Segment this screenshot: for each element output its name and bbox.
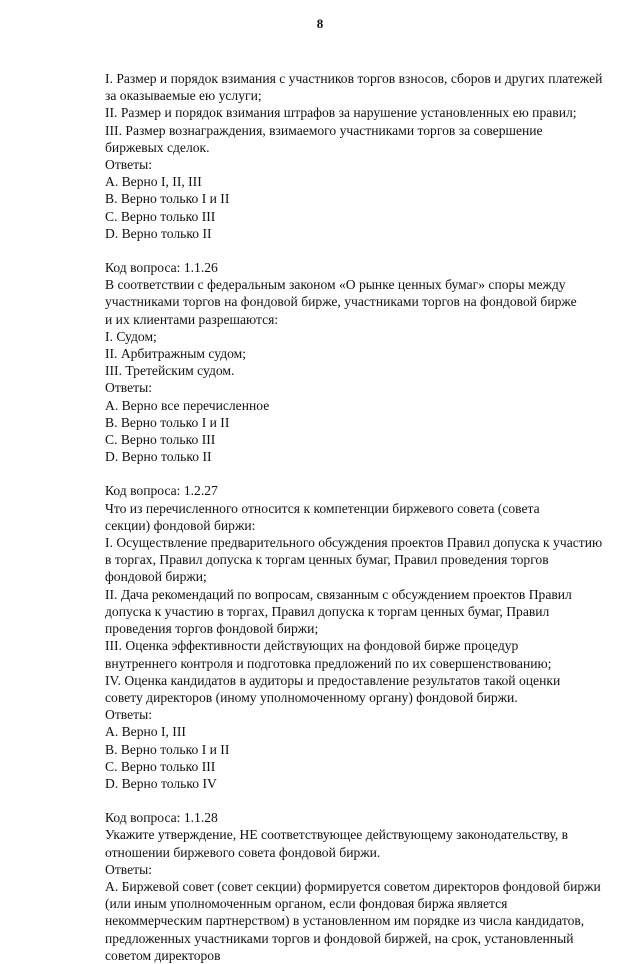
- option-ii: II. Дача рекомендаций по вопросам, связанным с обсуждением проектов Правил допуска к участию в торгах, Правил допуска к торгам ценных бумаг, Правил проведения торгов фондовой биржи;: [105, 586, 572, 637]
- answer-c: C. Верно только III: [105, 758, 216, 774]
- question-1-1-28: [105, 809, 605, 964]
- page-number: 8: [316, 16, 324, 31]
- option-iii: III. Оценка эффективности действующих на фондовой бирже процедур внутреннего контроля и подготовка предложений по их совершенствованию;: [105, 638, 552, 671]
- question-1-2-27: [105, 482, 605, 792]
- answer-b: B. Верно только I и II: [105, 191, 230, 207]
- answer-d: D. Верно только IV: [105, 775, 217, 791]
- answer-a: A. Верно все перечисленное: [105, 397, 270, 413]
- answer-b: B. Верно только I и II: [105, 741, 230, 757]
- question-code: Код вопроса: 1.2.27: [105, 483, 218, 499]
- answer-d: D. Верно только II: [105, 449, 212, 465]
- question-code: Код вопроса: 1.1.26: [105, 260, 218, 276]
- answers-label: Ответы:: [105, 861, 152, 877]
- option-iii: III. Размер вознаграждения, взимаемого участниками торгов за совершение биржевых сделок.: [105, 122, 543, 155]
- answers-label: Ответы:: [105, 380, 152, 396]
- document-body: [105, 70, 605, 964]
- answer-d: D. Верно только II: [105, 225, 212, 241]
- option-ii: II. Размер и порядок взимания штрафов за нарушение установленных ею правил;: [105, 105, 577, 121]
- answers-label: Ответы:: [105, 157, 152, 173]
- option-i: I. Осуществление предварительного обсуждения проектов Правил допуска к участию в торгах, Правил допуска к торгам ценных бумаг, Правил проведения торгов фондовой биржи;: [105, 535, 603, 585]
- option-iii: III. Третейским судом.: [105, 363, 235, 379]
- option-i: I. Судом;: [105, 328, 157, 344]
- answer-c: C. Верно только III: [105, 208, 216, 224]
- question-text: Что из перечисленного относится к компетенции биржевого совета (совета секции) фондовой биржи:: [105, 500, 540, 533]
- question-prev: [105, 70, 605, 242]
- question-1-1-26: [105, 259, 605, 465]
- option-iv: IV. Оценка кандидатов в аудиторы и предоставление результатов такой оценки совету директоров (иному уполномоченному органу) фондовой биржи.: [105, 672, 561, 705]
- answer-a: A. Верно I, III: [105, 724, 186, 740]
- answer-a: A. Верно I, II, III: [105, 174, 202, 190]
- question-code: Код вопроса: 1.1.28: [105, 810, 218, 826]
- answers-label: Ответы:: [105, 707, 152, 723]
- answer-b: B. Верно только I и II: [105, 414, 230, 430]
- answer-c: C. Верно только III: [105, 432, 216, 448]
- answer-a: A. Биржевой совет (совет секции) формируется советом директоров фондовой биржи (или иным уполномоченным органом, если фондовая биржа является некоммерческим партнерством) в установленном им порядке из числа кандидатов, предложенных участниками торгов и фондовой биржей, на срок, установленный советом директоров: [105, 878, 601, 963]
- question-text: В соответствии с федеральным законом «О рынке ценных бумаг» споры между участниками торгов на фондовой бирже, участниками торгов на фондовой бирже и их клиентами разрешаются:: [105, 277, 577, 327]
- option-i: I. Размер и порядок взимания с участников торгов взносов, сборов и других платежей за оказываемые ею услуги;: [105, 71, 603, 104]
- question-text: Укажите утверждение, НЕ соответствующее действующему законодательству, в отношении биржевого совета фондовой биржи.: [105, 827, 569, 860]
- option-ii: II. Арбитражным судом;: [105, 346, 247, 362]
